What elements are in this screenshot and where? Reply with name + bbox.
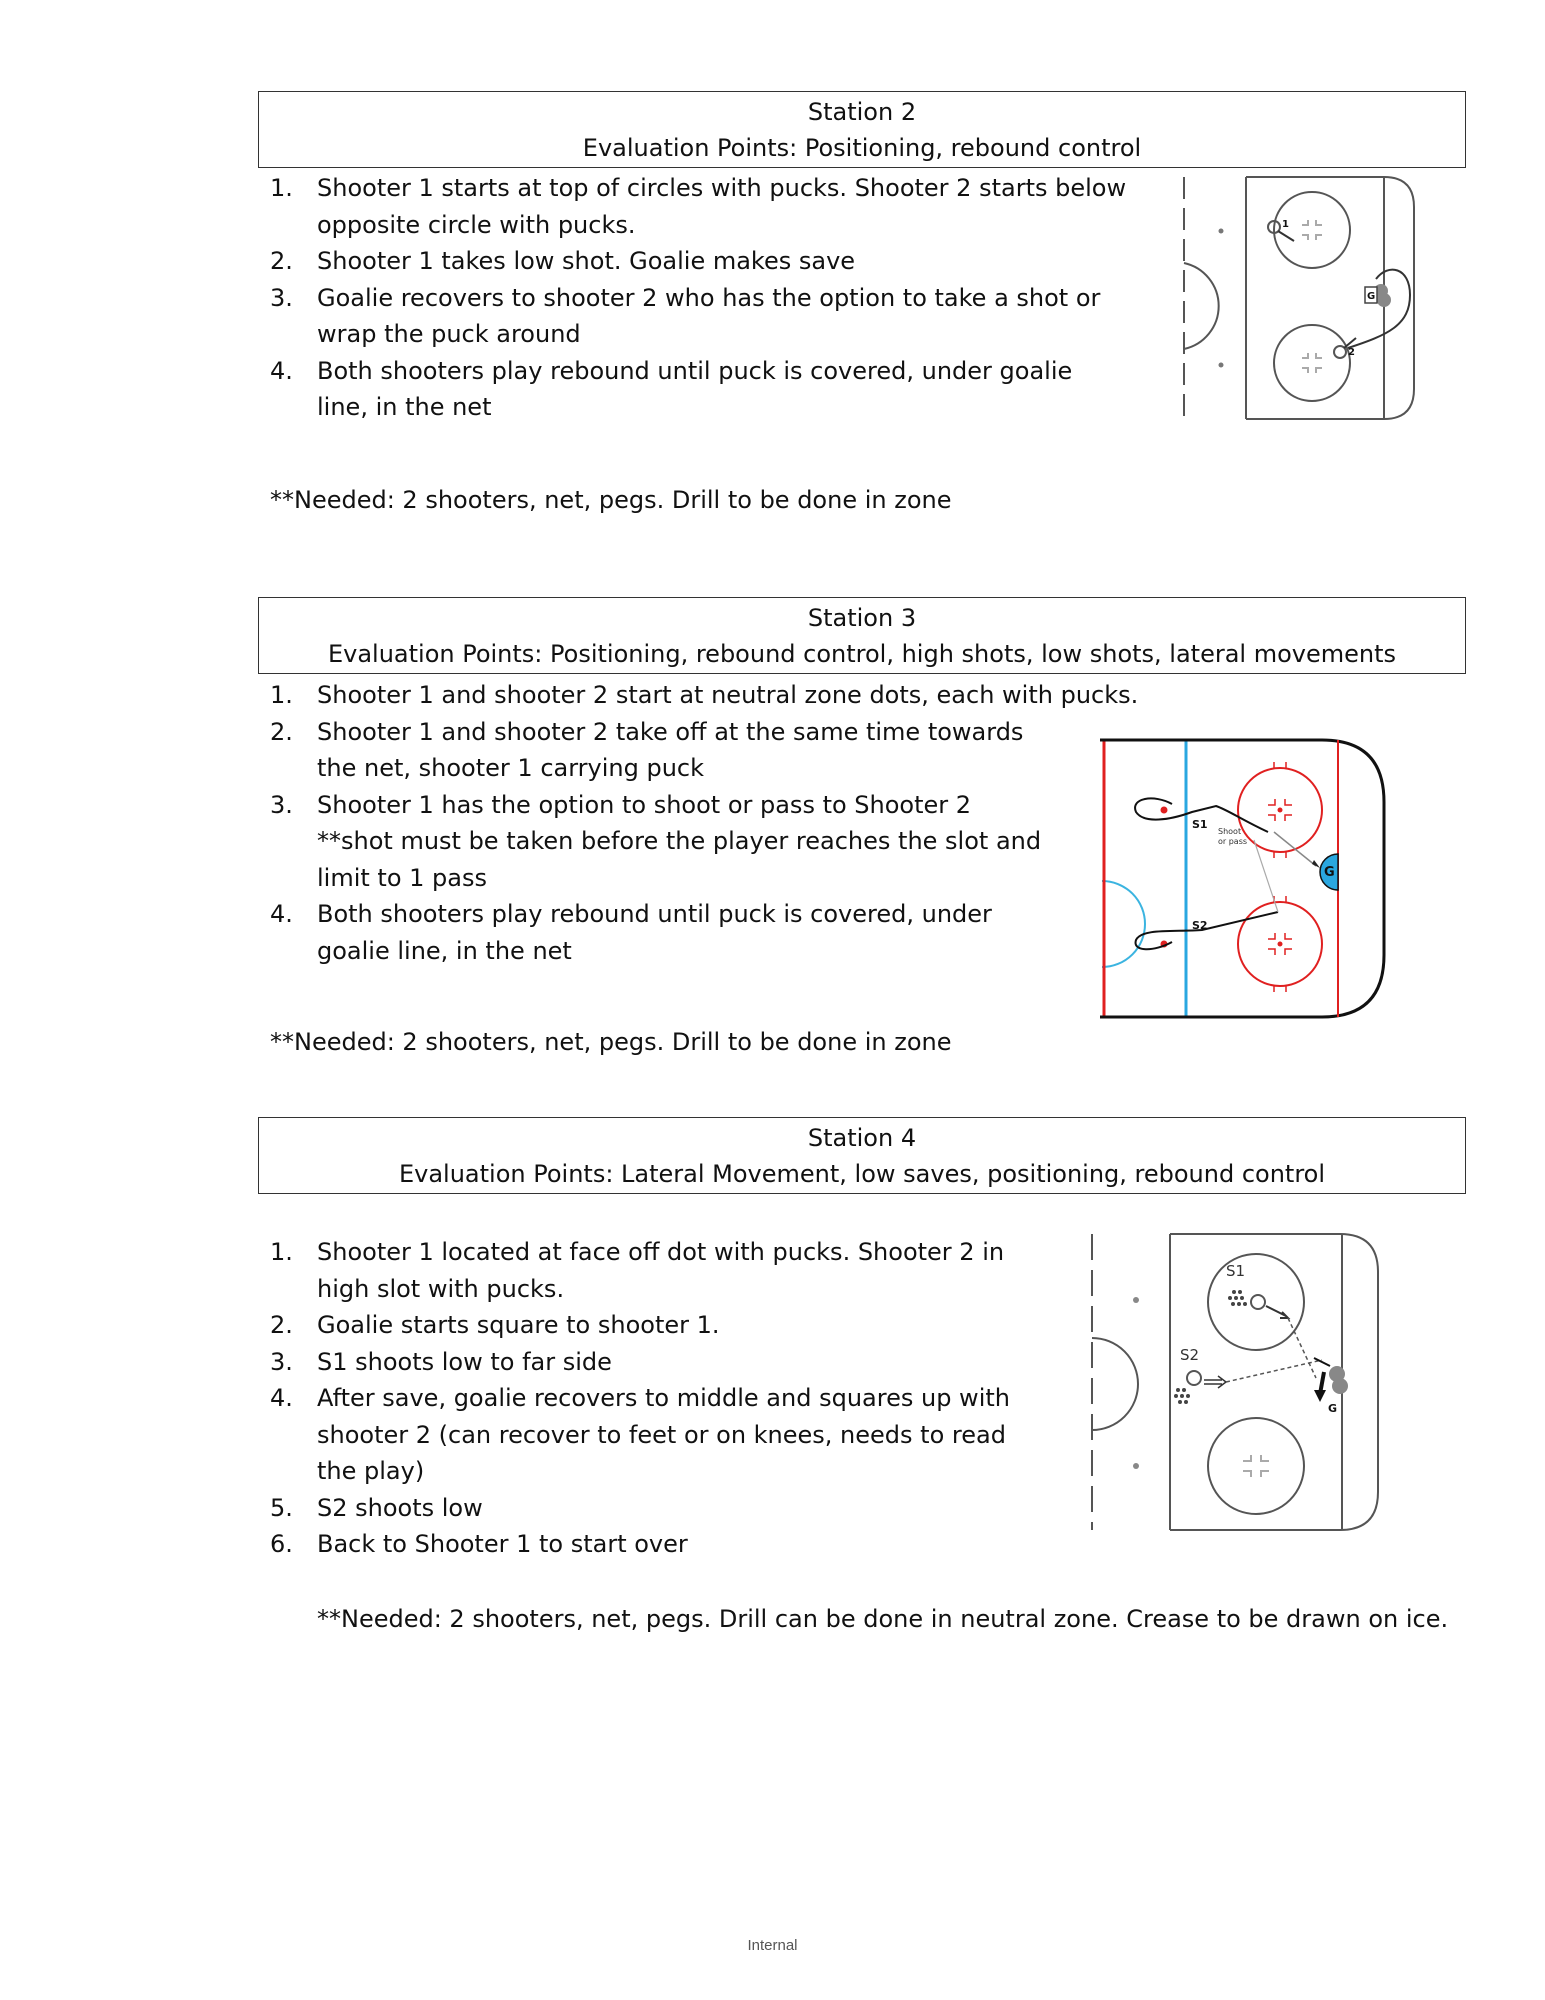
list-item: 3. Goalie recovers to shooter 2 who has the option to take a shot or wrap the puck around [270,283,1101,348]
list-item: 2. Goalie starts square to shooter 1. [270,1311,720,1339]
station4-title: Station 4 [807,1124,917,1152]
s1-label: S1 [1226,1262,1246,1280]
list-item: 1. Shooter 1 and shooter 2 start at neutral zone dots, each with pucks. [270,681,1139,709]
shoot-or-pass-annotation: Shoot [1218,827,1242,836]
s2-label: S2 [1180,1346,1200,1364]
list-item: 6. Back to Shooter 1 to start over [270,1530,688,1558]
goalie-label: G [1367,291,1376,302]
footer-classification: Internal [747,1937,798,1954]
station3-rink-diagram [1092,736,1392,1021]
list-item: 4. After save, goalie recovers to middle and squares up with shooter 2 (can recover to feet or on knees, needs to read the play) [270,1384,1010,1485]
station4-rink-diagram [1086,1232,1384,1538]
list-item: 2. Shooter 1 takes low shot. Goalie makes save [270,247,856,275]
station3-header [258,597,1466,674]
list-item: 1. Shooter 1 located at face off dot with pucks. Shooter 2 in high slot with pucks. [270,1238,1005,1303]
shooter2-label: 2 [1348,347,1355,358]
s2-label: S2 [1192,919,1208,932]
station2-evaluation: Evaluation Points: Positioning, rebound control [582,134,1142,162]
station3-steps [270,677,1139,969]
list-item: 1. Shooter 1 starts at top of circles with pucks. Shooter 2 starts below opposite circle with pucks. [270,174,1127,239]
list-item: 4. Both shooters play rebound until puck is covered, under goalie line, in the net [270,900,992,965]
s1-label: S1 [1192,818,1208,831]
station4-steps [270,1234,1030,1563]
list-item: 2. Shooter 1 and shooter 2 take off at the same time towards the net, shooter 1 carrying puck [270,717,1024,782]
list-item: 3. Shooter 1 has the option to shoot or pass to Shooter 2 **shot must be taken before the player reaches the slot and limit to 1 pass [270,790,1042,892]
station2-rink-diagram [1178,175,1428,425]
list-item: 3. S1 shoots low to far side [270,1347,612,1376]
station2-steps [270,170,1130,426]
station4-needed: **Needed: 2 shooters, net, pegs. Drill can be done in neutral zone. Crease to be drawn on ice. [317,1605,1449,1633]
station3-evaluation: Evaluation Points: Positioning, rebound control, high shots, low shots, lateral movements [327,640,1397,668]
list-item: 5. S2 shoots low [270,1493,483,1522]
station4-header [258,1117,1466,1194]
shooter1-label: 1 [1282,219,1289,230]
station2-title: Station 2 [807,98,917,126]
station3-title: Station 3 [807,604,917,632]
goalie-label: G [1328,1402,1338,1415]
shoot-or-pass-annotation-2: or pass [1218,837,1248,846]
station3-needed: **Needed: 2 shooters, net, pegs. Drill to be done in zone [270,1028,952,1056]
station2-header [258,91,1466,168]
station2-needed: **Needed: 2 shooters, net, pegs. Drill to be done in zone [270,486,952,514]
list-item: 4. Both shooters play rebound until puck is covered, under goalie line, in the net [270,356,1073,421]
goalie-label: G [1324,865,1335,880]
station4-evaluation: Evaluation Points: Lateral Movement, low saves, positioning, rebound control [398,1160,1326,1188]
